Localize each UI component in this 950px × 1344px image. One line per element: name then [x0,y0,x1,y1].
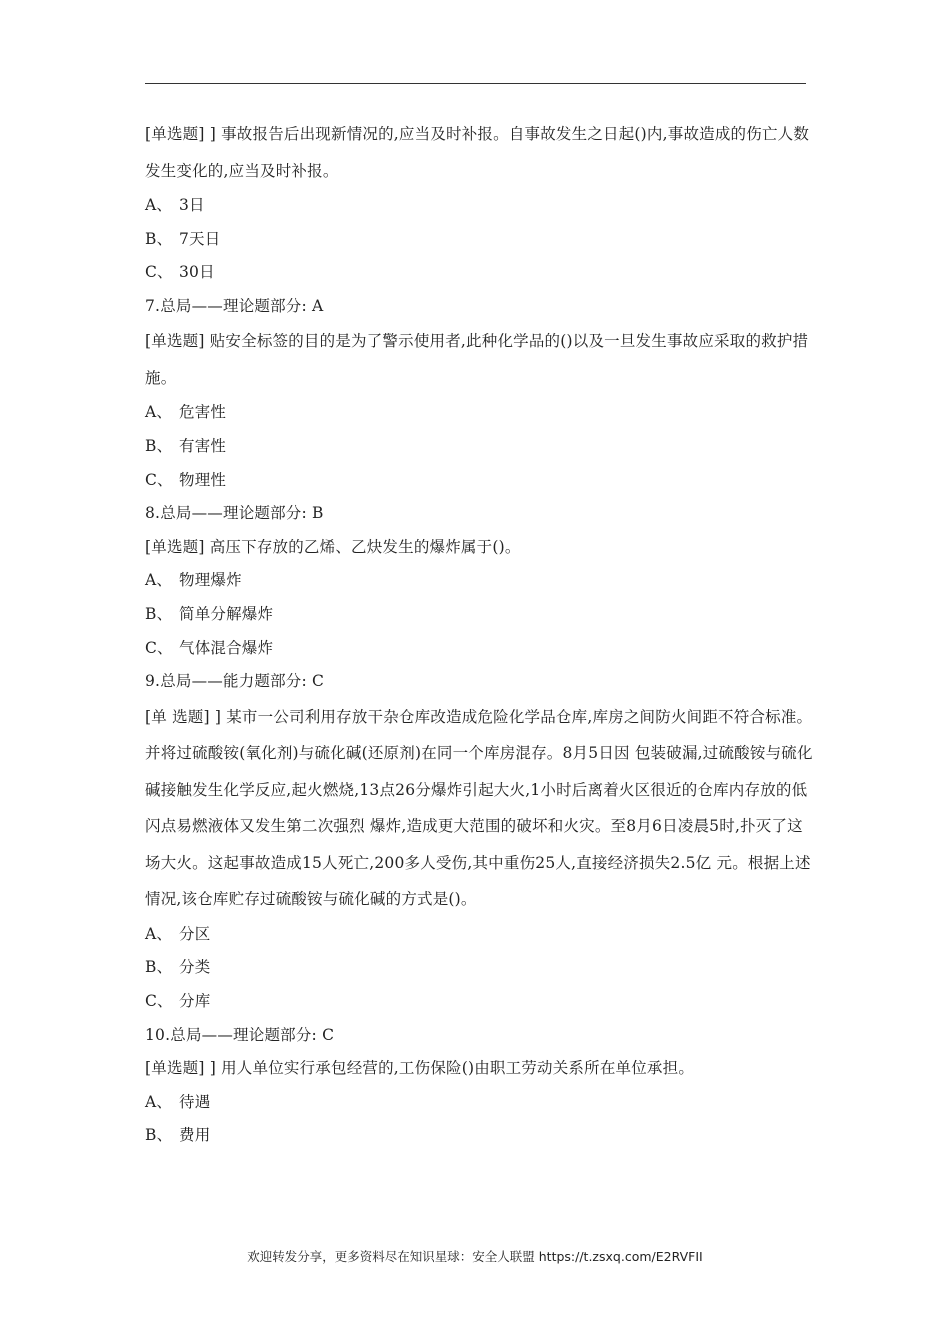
option-key: C、 [145,638,173,657]
option-a [145,396,813,430]
question-8 [145,497,813,665]
option-key: C、 [145,470,173,489]
option-text: 简单分解爆炸 [179,604,274,623]
option-key: C、 [145,263,173,282]
option-a [145,918,813,952]
option-a [145,564,813,598]
option-b [145,598,813,632]
option-key: A、 [145,571,173,590]
option-key: A、 [145,196,173,214]
question-7 [145,290,813,497]
option-text: 有害性 [179,436,227,455]
option-key: C、 [145,991,173,1010]
option-key: B、 [145,1126,173,1145]
option-b [145,223,813,257]
option-text: 气体混合爆炸 [179,638,274,657]
page-footer: 欢迎转发分享，更多资料尽在知识星球：安全人联盟 https://t.zsxq.com/E2RVFII [247,1249,703,1264]
option-a [145,189,813,223]
option-key: B、 [145,958,173,977]
option-a [145,1086,813,1120]
option-b [145,1119,813,1153]
answer-line: 10.总局——理论题部分: C [145,1025,335,1044]
option-c [145,256,813,290]
answer-line: 8.总局——理论题部分: B [145,504,324,523]
option-key: A、 [145,924,173,943]
option-c [145,985,813,1019]
option-b [145,951,813,985]
question-stem: [单选题] ] 用人单位实行承包经营的,工伤保险()由职工劳动关系所在单位承担。 [145,1059,695,1078]
option-c [145,632,813,666]
option-c [145,464,813,498]
option-text: 待遇 [179,1092,211,1111]
option-text: 分区 [179,924,211,943]
document-body [145,118,813,1153]
option-key: A、 [145,1092,173,1111]
option-text: 分库 [179,991,211,1010]
option-text: 物理爆炸 [179,571,242,590]
option-text: 3日 [179,196,205,214]
option-text: 危害性 [179,403,227,422]
question-6 [145,116,813,290]
option-text: 分类 [179,958,211,977]
option-b [145,430,813,464]
option-key: A、 [145,403,173,422]
question-10 [145,1019,813,1153]
option-key: B、 [145,229,173,248]
option-key: B、 [145,436,173,455]
question-stem: [单选题] 高压下存放的乙烯、乙炔发生的爆炸属于()。 [145,537,521,556]
question-stem: [单选题] 贴安全标签的目的是为了警示使用者,此种化学品的()以及一旦发生事故应采取的救护措施。 [145,332,809,387]
question-9 [145,665,813,1018]
option-text: 7天日 [179,229,221,248]
question-stem: [单选题] ] 事故报告后出现新情况的,应当及时补报。自事故发生之日起()内,事故造成的伤亡人数发生变化的,应当及时补报。 [145,125,810,180]
answer-line: 9.总局——能力题部分: C [145,672,325,691]
option-text: 物理性 [179,470,227,489]
header-rule [145,83,806,84]
option-text: 费用 [179,1126,211,1145]
option-text: 30日 [179,263,215,282]
option-key: B、 [145,604,173,623]
question-stem: [单 选题] ] 某市一公司利用存放干杂仓库改造成危险化学品仓库,库房之间防火间距不符合标准。并将过硫酸铵(氧化剂)与硫化碱(还原剂)在同一个库房混存。8月5日因 包装破漏,过硫酸铵与硫化碱接触发生化学反应,起火燃烧,13点26分爆炸引起大火,1小时后离着火区很近的仓库内存放的低闪点易燃液体又发生第二次强烈 爆炸,造成更大范围的破坏和火灾。至8月6日凌晨5时,扑灭了这场大火。这起事故造成15人死亡,200多人受伤,其中重伤25人,直接经济损失2.5亿 元。根据上述情况,该仓库贮存过硫酸铵与硫化碱的方式是()。 [145,707,813,909]
answer-line: 7.总局——理论题部分: A [145,296,324,315]
